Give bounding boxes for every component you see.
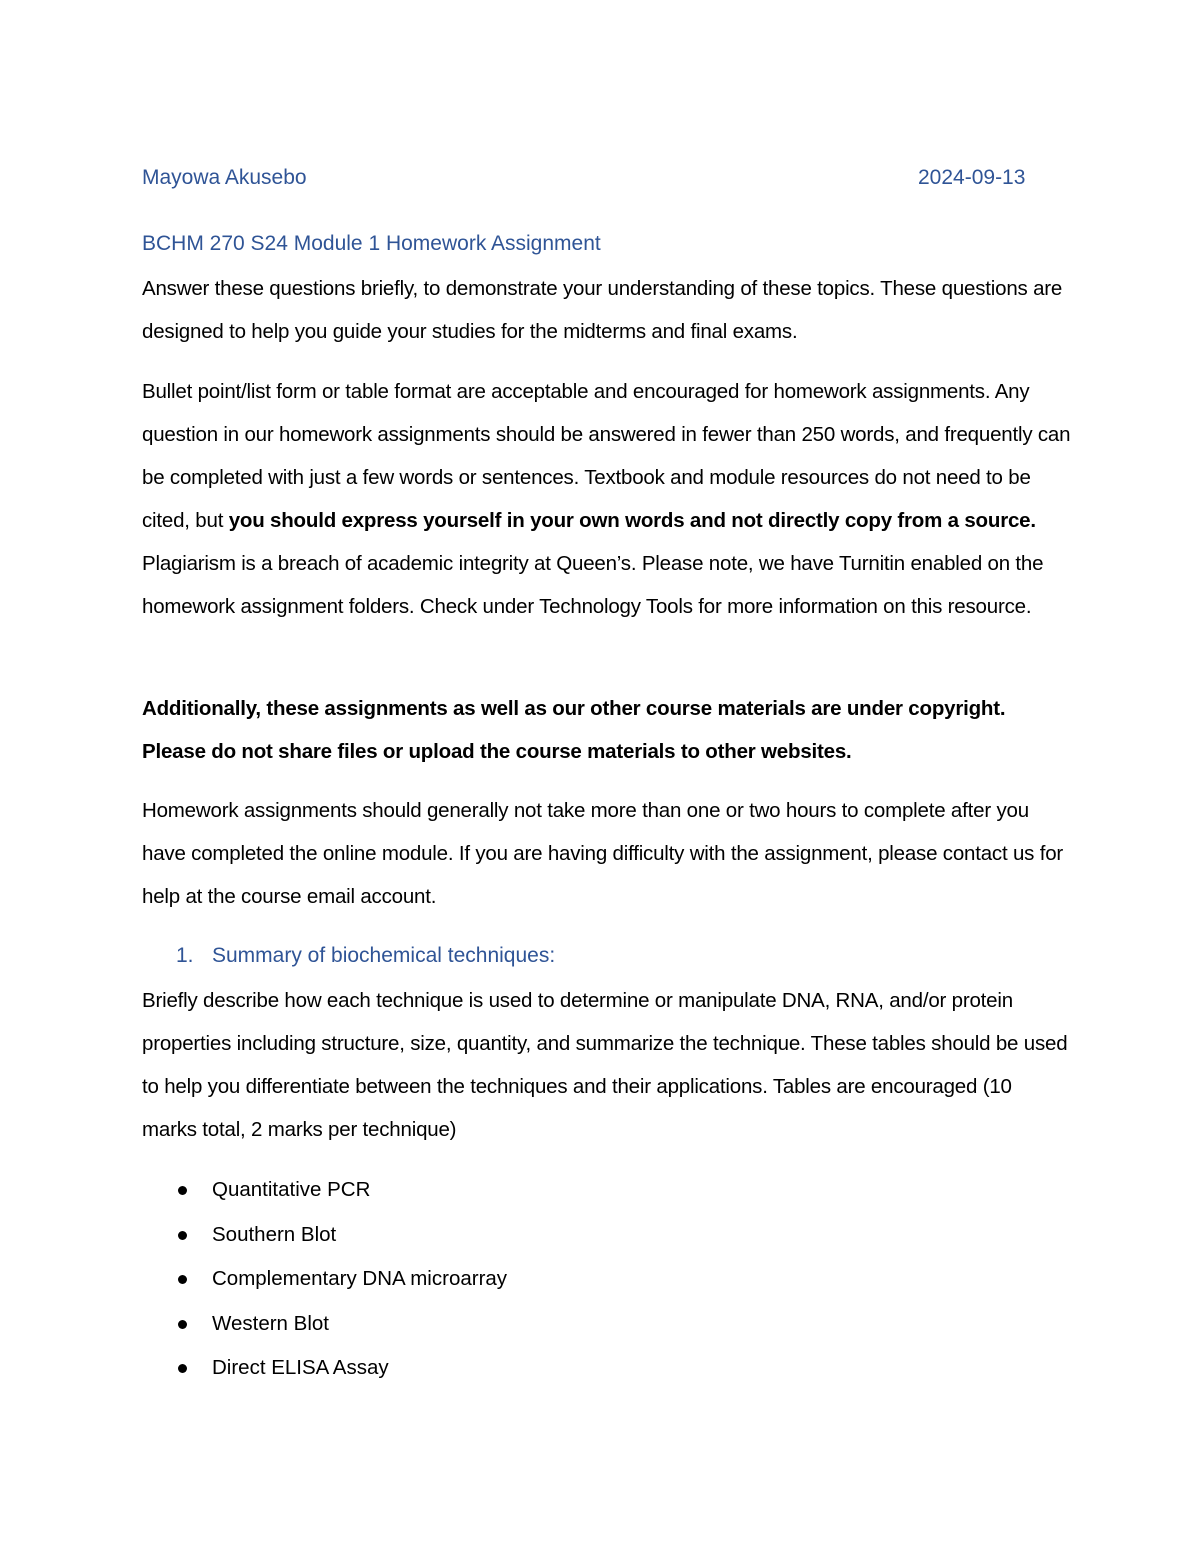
list-item-label: Complementary DNA microarray [212, 1267, 508, 1290]
list-item [142, 1346, 507, 1391]
list-item [142, 1302, 507, 1347]
section-1-number: 1. [176, 944, 194, 967]
list-item [142, 1257, 507, 1302]
technique-list [142, 1168, 507, 1391]
section-1-title: Summary of biochemical techniques: [212, 944, 556, 967]
intro-paragraph-2-bold: you should express yourself in your own words and not directly copy from a source. [228, 509, 1036, 532]
list-item [142, 1213, 507, 1258]
intro-paragraph-2-text-b: Plagiarism is a breach of academic integrity at Queen’s. Please note, we have Turnitin enabled on the homework assignment folders. Check under Technology Tools for more information on this resource. [142, 552, 1044, 618]
bullet-icon [178, 1320, 187, 1329]
list-item [142, 1168, 507, 1213]
intro-paragraph-2 [142, 370, 1072, 628]
bullet-icon [178, 1364, 187, 1373]
author-name: Mayowa Akusebo [142, 166, 307, 189]
list-item-label: Western Blot [212, 1311, 329, 1335]
section-1-heading [176, 944, 555, 968]
list-item-label: Direct ELISA Assay [212, 1356, 389, 1379]
intro-paragraph-1: Answer these questions briefly, to demonstrate your understanding of these topics. These questions are designed to help you guide your studies for the midterms and final exams. [142, 277, 1063, 343]
bullet-icon [178, 1186, 187, 1195]
document-date: 2024-09-13 [918, 166, 1026, 189]
bullet-icon [178, 1275, 187, 1284]
intro-paragraph-4: Homework assignments should generally not take more than one or two hours to complete after you have completed the online module. If you are having difficulty with the assignment, please contact us for help at the course email account. [142, 799, 1064, 908]
intro-paragraph-2-text-a: Bullet point/list form or table format are acceptable and encouraged for homework assignments. Any question in our homework assignments should be answered in fewer than 250 words, and frequently can be completed with just a few words or sentences. Textbook and module resources do not need to be cited, but [142, 380, 1071, 532]
section-1-body: Briefly describe how each technique is used to determine or manipulate DNA, RNA, and/or protein properties including structure, size, quantity, and summarize the technique. These tables should be used to help you differentiate between the techniques and their applications. Tables are encouraged (10 marks total, 2 marks per technique) [142, 989, 1068, 1141]
document-title: BCHM 270 S24 Module 1 Homework Assignment [142, 232, 601, 255]
list-item-label: Southern Blot [212, 1222, 337, 1246]
bullet-icon [178, 1231, 187, 1240]
copyright-notice: Additionally, these assignments as well as our other course materials are under copyright. Please do not share files or upload the course materials to other websites. [142, 697, 1006, 763]
list-item-label: Quantitative PCR [212, 1178, 371, 1201]
